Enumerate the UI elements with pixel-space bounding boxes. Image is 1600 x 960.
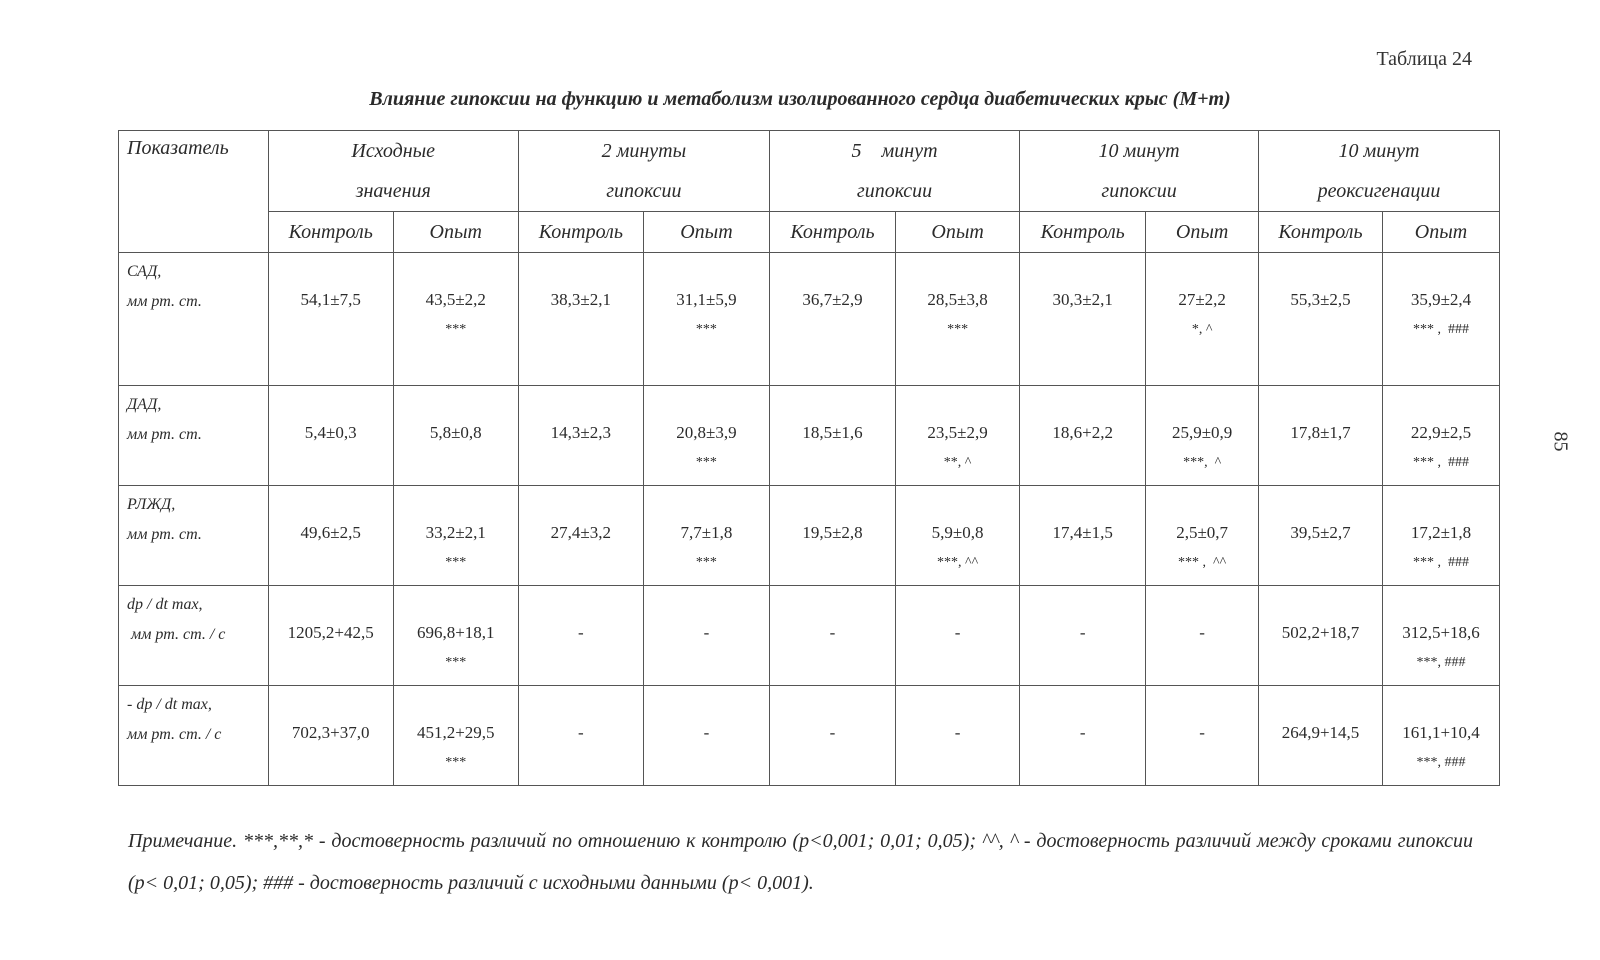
cell-value: - — [578, 623, 584, 642]
cell-value: - — [1199, 623, 1205, 642]
cell-value: 17,8±1,7 — [1290, 423, 1351, 442]
cell-significance: ***, ^ — [1183, 455, 1222, 470]
row-label — [119, 386, 269, 486]
header-control: Контроль — [1020, 212, 1146, 253]
table-cell — [643, 486, 769, 586]
table-cell — [393, 686, 518, 786]
header-experiment: Опыт — [1146, 212, 1259, 253]
table-cell — [643, 386, 769, 486]
table-number-label: Таблица 24 — [1376, 48, 1472, 70]
cell-significance: ***, ### — [1416, 755, 1466, 770]
header-group-line1: Исходные — [351, 140, 436, 162]
header-group-line2: значения — [355, 180, 431, 202]
table-cell — [896, 486, 1020, 586]
header-group-baseline — [268, 131, 518, 212]
header-row-subgroups — [119, 212, 1500, 253]
cell-value: 25,9±0,9 — [1171, 423, 1233, 442]
table-cell — [1259, 386, 1383, 486]
table-cell — [769, 586, 895, 686]
table-cell — [1020, 586, 1146, 686]
table-cell — [1020, 686, 1146, 786]
table-cell — [518, 486, 643, 586]
table-cell — [1383, 686, 1500, 786]
table-row — [119, 486, 1500, 586]
cell-value: 27,4±3,2 — [550, 523, 612, 542]
cell-value: 7,7±1,8 — [680, 523, 733, 542]
cell-value: 18,5±1,6 — [802, 423, 863, 442]
cell-significance: *** , ### — [1413, 455, 1470, 470]
row-label-name: - dp / dt max, — [127, 696, 212, 713]
table-body — [119, 253, 1500, 786]
cell-value: 38,3±2,1 — [550, 290, 612, 309]
row-label-name: dp / dt max, — [127, 596, 203, 613]
cell-value: 5,4±0,3 — [304, 423, 357, 442]
data-table — [118, 130, 1500, 786]
row-label-name: РЛЖД, — [127, 496, 176, 513]
cell-significance: *** — [695, 455, 717, 470]
cell-value: 264,9+14,5 — [1281, 723, 1360, 742]
cell-value: 17,4±1,5 — [1052, 523, 1113, 542]
cell-significance: *** — [445, 555, 467, 570]
table-cell — [769, 686, 895, 786]
table-cell — [393, 586, 518, 686]
header-control: Контроль — [769, 212, 895, 253]
cell-value: 22,9±2,5 — [1410, 423, 1472, 442]
cell-value: 5,8±0,8 — [429, 423, 482, 442]
cell-value: - — [954, 723, 961, 742]
row-label-unit: мм рт. ст. — [127, 426, 202, 443]
header-group-line2: гипоксии — [1101, 180, 1177, 202]
cell-value: - — [1079, 623, 1086, 642]
table-cell — [896, 386, 1020, 486]
table-cell — [268, 486, 393, 586]
table-cell — [268, 686, 393, 786]
table-note: Примечание. ***,**,* - достоверность различий по отношению к контролю (p<0,001; 0,01; 0,05); ^^, ^ - достоверность различий между сроками гипоксии (p< 0,01; 0,05); ### - достоверность различий с исходными данными (p< 0,001). — [128, 830, 1473, 894]
cell-value: - — [703, 623, 710, 642]
header-experiment: Опыт — [393, 212, 518, 253]
cell-significance: *** , ### — [1413, 555, 1470, 570]
cell-value: - — [1199, 723, 1205, 742]
cell-value: - — [829, 723, 836, 742]
cell-value: 28,5±3,8 — [927, 290, 988, 309]
table-cell — [1259, 686, 1383, 786]
table-cell — [518, 586, 643, 686]
cell-value: 18,6+2,2 — [1052, 423, 1113, 442]
cell-significance: ***, ^^ — [937, 555, 979, 570]
cell-value: 30,3±2,1 — [1052, 290, 1113, 309]
cell-value: 161,1+10,4 — [1402, 723, 1480, 742]
cell-value: - — [703, 723, 710, 742]
cell-value: 702,3+37,0 — [291, 723, 370, 742]
cell-value: 35,9±2,4 — [1410, 290, 1472, 309]
table-cell — [393, 386, 518, 486]
header-experiment: Опыт — [896, 212, 1020, 253]
cell-value: 55,3±2,5 — [1290, 290, 1351, 309]
header-group-line1: 2 минуты — [601, 140, 687, 162]
table-cell — [896, 586, 1020, 686]
cell-value: 23,5±2,9 — [927, 423, 988, 442]
cell-value: 696,8+18,1 — [416, 623, 495, 642]
table-row — [119, 386, 1500, 486]
cell-value: 27±2,2 — [1178, 290, 1226, 309]
cell-significance: *, ^ — [1191, 322, 1213, 337]
cell-significance: *** — [695, 555, 717, 570]
row-label-unit: мм рт. ст. / с — [127, 626, 226, 643]
cell-value: 312,5+18,6 — [1402, 623, 1480, 642]
table-row — [119, 686, 1500, 786]
table-cell — [1383, 253, 1500, 386]
header-group-line1: 10 минут — [1098, 140, 1180, 162]
table-cell — [769, 486, 895, 586]
table-cell — [518, 253, 643, 386]
table-cell — [1259, 586, 1383, 686]
table-cell — [1146, 686, 1259, 786]
row-label — [119, 586, 269, 686]
header-experiment: Опыт — [1383, 212, 1500, 253]
header-group-2min — [518, 131, 769, 212]
table-title: Влияние гипоксии на функцию и метаболизм изолированного сердца диабетических крыс (М+m) — [369, 88, 1231, 110]
cell-value: 17,2±1,8 — [1410, 523, 1472, 542]
row-label — [119, 686, 269, 786]
cell-value: 14,3±2,3 — [550, 423, 612, 442]
cell-significance: *** , ^^ — [1178, 555, 1227, 570]
cell-value: - — [829, 623, 836, 642]
table-row — [119, 586, 1500, 686]
table-cell — [1146, 253, 1259, 386]
row-label-name: ДАД, — [127, 396, 162, 413]
table-cell — [896, 686, 1020, 786]
header-group-10min-hypoxia — [1020, 131, 1259, 212]
table-cell — [1146, 486, 1259, 586]
cell-significance: *** — [445, 655, 467, 670]
header-group-line1: 10 минут — [1338, 140, 1420, 162]
table-cell — [1383, 486, 1500, 586]
row-label-unit: мм рт. ст. / с — [127, 726, 222, 743]
cell-value: 54,1±7,5 — [300, 290, 361, 309]
table-row — [119, 253, 1500, 386]
table-cell — [393, 253, 518, 386]
cell-significance: *** — [445, 755, 467, 770]
cell-significance: *** , ### — [1413, 322, 1470, 337]
row-label-unit: мм рт. ст. — [127, 293, 202, 310]
table-cell — [268, 586, 393, 686]
header-group-line2: гипоксии — [606, 180, 682, 202]
cell-value: 5,9±0,8 — [931, 523, 984, 542]
row-label-unit: мм рт. ст. — [127, 526, 202, 543]
table-cell — [643, 253, 769, 386]
table-cell — [518, 386, 643, 486]
table-cell — [769, 253, 895, 386]
table-cell — [1020, 486, 1146, 586]
row-label-name: САД, — [127, 263, 162, 280]
table-cell — [1383, 586, 1500, 686]
row-label — [119, 253, 269, 386]
cell-value: 39,5±2,7 — [1290, 523, 1351, 542]
cell-value: 43,5±2,2 — [425, 290, 486, 309]
cell-value: 19,5±2,8 — [802, 523, 863, 542]
page-number: 85 — [1549, 431, 1572, 452]
header-row-groups — [119, 131, 1500, 212]
header-control: Контроль — [1259, 212, 1383, 253]
table-cell — [268, 386, 393, 486]
header-experiment: Опыт — [643, 212, 769, 253]
table-cell — [643, 586, 769, 686]
cell-value: 36,7±2,9 — [802, 290, 863, 309]
cell-value: 49,6±2,5 — [300, 523, 361, 542]
header-group-line2: гипоксии — [856, 180, 933, 202]
cell-value: - — [954, 623, 961, 642]
row-label — [119, 486, 269, 586]
cell-value: 20,8±3,9 — [676, 423, 737, 442]
cell-significance: **, ^ — [943, 455, 972, 470]
cell-significance: *** — [695, 322, 717, 337]
table-cell — [518, 686, 643, 786]
table-cell — [1259, 253, 1383, 386]
header-group-line1: 5 минут — [851, 140, 938, 162]
cell-value: - — [1079, 723, 1086, 742]
table-cell — [1259, 486, 1383, 586]
cell-value: 31,1±5,9 — [676, 290, 737, 309]
cell-significance: *** — [947, 322, 969, 337]
table-cell — [1146, 386, 1259, 486]
cell-value: 33,2±2,1 — [425, 523, 486, 542]
header-indicator: Показатель — [119, 131, 269, 253]
header-control: Контроль — [518, 212, 643, 253]
table-cell — [769, 386, 895, 486]
cell-value: - — [578, 723, 584, 742]
table-cell — [896, 253, 1020, 386]
table-cell — [268, 253, 393, 386]
table-cell — [1020, 386, 1146, 486]
cell-value: 451,2+29,5 — [416, 723, 495, 742]
table-cell — [643, 686, 769, 786]
header-group-5min — [769, 131, 1019, 212]
table-cell — [1383, 386, 1500, 486]
header-control: Контроль — [268, 212, 393, 253]
cell-significance: *** — [445, 322, 467, 337]
table-cell — [1020, 253, 1146, 386]
table-cell — [393, 486, 518, 586]
cell-value: 2,5±0,7 — [1176, 523, 1229, 542]
table-cell — [1146, 586, 1259, 686]
cell-significance: ***, ### — [1416, 655, 1466, 670]
cell-value: 1205,2+42,5 — [287, 623, 374, 642]
header-group-line2: реоксигенации — [1317, 180, 1441, 202]
cell-value: 502,2+18,7 — [1281, 623, 1360, 642]
header-group-10min-reoxygenation — [1259, 131, 1500, 212]
